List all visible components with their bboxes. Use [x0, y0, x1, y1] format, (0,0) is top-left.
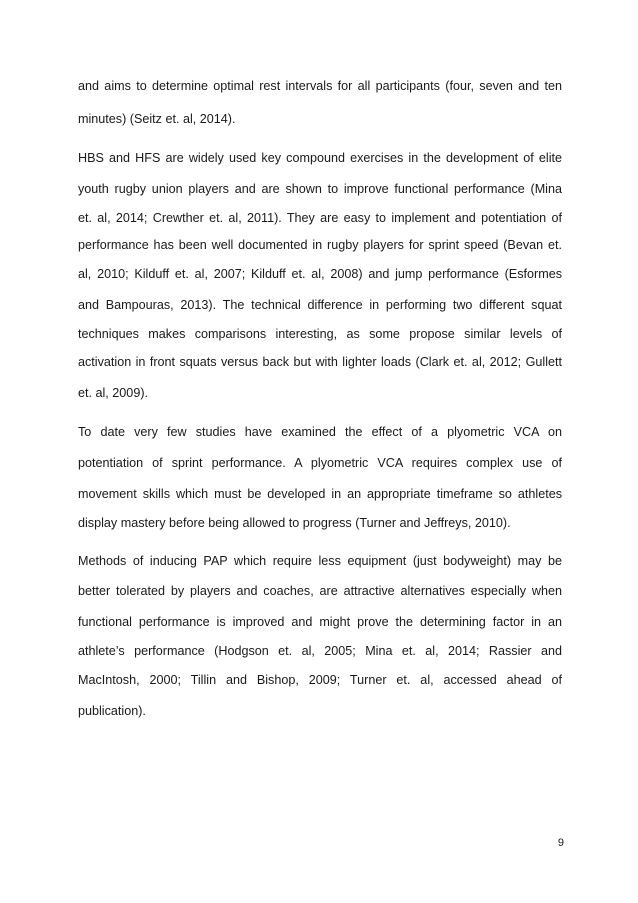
text-line: minutes) (Seitz et. al, 2014).	[78, 112, 236, 126]
text-line: HBS and HFS are widely used key compound exercises in the development of elite	[78, 151, 562, 165]
text-line: athlete’s performance (Hodgson et. al, 2005; Mina et. al, 2014; Rassier and	[78, 644, 562, 658]
text-line: al, 2010; Kilduff et. al, 2007; Kilduff et. al, 2008) and jump performance (Esformes	[78, 267, 562, 281]
text-line: potentiation of sprint performance. A plyometric VCA requires complex use of	[78, 456, 562, 470]
text-line: To date very few studies have examined the effect of a plyometric VCA on	[78, 425, 562, 439]
text-line: movement skills which must be developed in an appropriate timeframe so athletes	[78, 487, 562, 501]
text-line: activation in front squats versus back but with lighter loads (Clark et. al, 2012; Gullett	[78, 355, 562, 369]
text-line: MacIntosh, 2000; Tillin and Bishop, 2009; Turner et. al, accessed ahead of	[78, 673, 562, 687]
text-line: display mastery before being allowed to progress (Turner and Jeffreys, 2010).	[78, 516, 511, 530]
text-line: et. al, 2014; Crewther et. al, 2011). They are easy to implement and potentiation of	[78, 211, 562, 225]
text-line: techniques makes comparisons interesting, as some propose similar levels of	[78, 327, 562, 341]
text-line: youth rugby union players and are shown to improve functional performance (Mina	[78, 182, 562, 196]
text-line: et. al, 2009).	[78, 386, 149, 400]
text-line: and aims to determine optimal rest intervals for all participants (four, seven and ten	[78, 79, 562, 93]
text-line: Methods of inducing PAP which require less equipment (just bodyweight) may be	[78, 554, 562, 568]
page-number: 9	[557, 837, 564, 849]
text-line: functional performance is improved and might prove the determining factor in an	[78, 615, 562, 629]
text-line: performance has been well documented in rugby players for sprint speed (Bevan et.	[78, 238, 562, 252]
text-line: and Bampouras, 2013). The technical difference in performing two different squat	[78, 298, 562, 312]
text-line: publication).	[78, 704, 146, 718]
text-line: better tolerated by players and coaches, are attractive alternatives especially when	[78, 584, 562, 598]
